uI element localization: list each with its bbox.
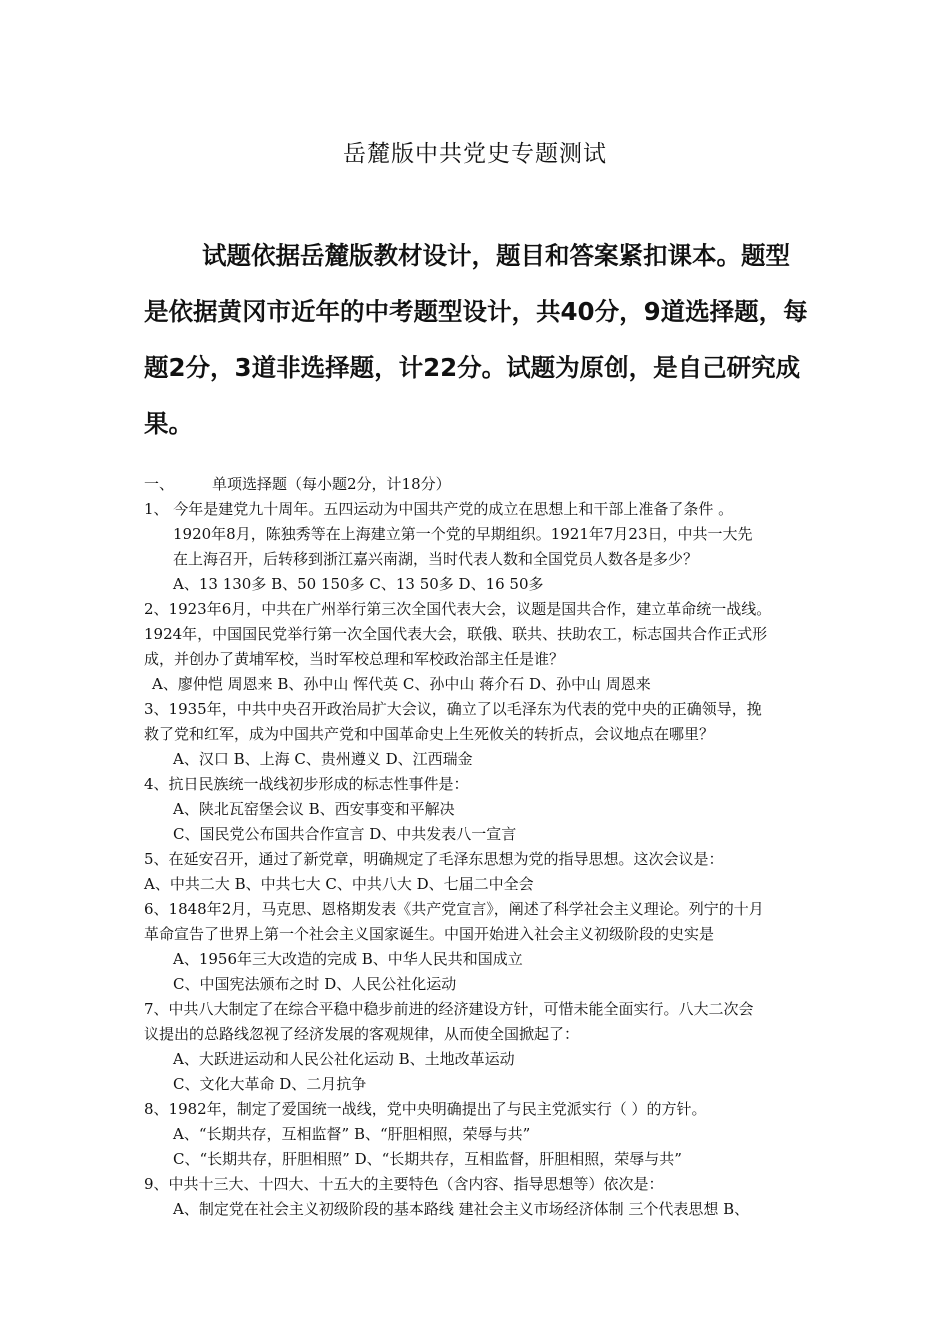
question-4-line-1: 4、抗日民族统一战线初步形成的标志性事件是： [144, 775, 469, 793]
question-6-options-2: C、中国宪法颁布之时 D、人民公社化运动 [173, 975, 457, 993]
question-3-options: A、汉口 B、上海 C、贵州遵义 D、江西瑞金 [173, 750, 473, 768]
question-6-line-1: 6、1848年2月，马克思、恩格期发表《共产党宣言》，阐述了科学社会主义理论。列宁的十月 [144, 900, 764, 918]
question-1-line-2: 1920年8月，陈独秀等在上海建立第一个党的早期组织。1921年7月23日，中共一大先 [173, 525, 753, 543]
intro-text: 试题依据岳麓版教材设计，题目和答案紧扣课本。题型是依据黄冈市近年的中考题型设计，共40分，9道选择题，每题2分，3道非选择题，计22分。试题为原创，是自己研究成果。 [144, 241, 808, 438]
question-body [144, 472, 824, 1222]
question-5-line-1: 5、在延安召开，通过了新党章，明确规定了毛泽东思想为党的指导思想。这次会议是： [144, 850, 724, 868]
question-4-options-2: C、国民党公布国共合作宣言 D、中共发表八一宣言 [173, 825, 517, 843]
question-4-options-1: A、陕北瓦窑堡会议 B、西安事变和平解决 [173, 800, 455, 818]
intro-paragraph [144, 228, 814, 452]
question-2-options: A、廖仲恺 周恩来 B、孙中山 恽代英 C、孙中山 蒋介石 D、孙中山 周恩来 [152, 675, 651, 693]
question-2-line-3: 成，并创办了黄埔军校，当时军校总理和军校政治部主任是谁？ [144, 650, 565, 668]
question-7-options-1: A、大跃进运动和人民公社化运动 B、土地改革运动 [173, 1050, 515, 1068]
question-7-line-2: 议提出的总路线忽视了经济发展的客观规律，从而使全国掀起了： [144, 1025, 580, 1043]
page-title: 岳麓版中共党史专题测试 [343, 141, 607, 167]
question-7-options-2: C、文化大革命 D、二月抗争 [173, 1075, 367, 1093]
question-1-line-1: 1、 今年是建党九十周年。五四运动为中国共产党的成立在思想上和干部上准备了条件 。 [144, 500, 734, 518]
question-3-line-2: 救了党和红军，成为中国共产党和中国革命史上生死攸关的转折点，会议地点在哪里？ [144, 725, 715, 743]
section-number: 一、 [144, 475, 175, 493]
question-3-line-1: 3、1935年，中共中央召开政治局扩大会议，确立了以毛泽东为代表的党中央的正确领导，挽 [144, 700, 762, 718]
question-8-options-2: C、“长期共存，肝胆相照” D、“长期共存，互相监督，肝胆相照，荣辱与共” [173, 1150, 682, 1168]
question-1-options: A、13 130多 B、50 150多 C、13 50多 D、16 50多 [173, 575, 544, 593]
question-6-line-2: 革命宣告了世界上第一个社会主义国家诞生。中国开始进入社会主义初级阶段的史实是 [144, 925, 715, 943]
question-2-line-2: 1924年，中国国民党举行第一次全国代表大会，联俄、联共、扶助农工，标志国共合作正式形 [144, 625, 768, 643]
question-5-options: A、中共二大 B、中共七大 C、中共八大 D、七届二中全会 [144, 875, 534, 893]
section-heading [144, 472, 824, 497]
question-7-line-1: 7、中共八大制定了在综合平稳中稳步前进的经济建设方针，可惜未能全面实行。八大二次会 [144, 1000, 754, 1018]
question-2-line-1: 2、1923年6月，中共在广州举行第三次全国代表大会，议题是国共合作，建立革命统一战线。 [144, 600, 772, 618]
question-9-line-1: 9、中共十三大、十四大、十五大的主要特色（含内容、指导思想等）依次是： [144, 1175, 664, 1193]
question-8-line-1: 8、1982年，制定了爱国统一战线，党中央明确提出了与民主党派实行（ ）的方针。 [144, 1100, 707, 1118]
section-heading-text: 单项选择题（每小题2分，计18分） [212, 475, 451, 493]
question-6-options-1: A、1956年三大改造的完成 B、中华人民共和国成立 [173, 950, 523, 968]
question-9-options-1: A、制定党在社会主义初级阶段的基本路线 建社会主义市场经济体制 三个代表思想 B、 [173, 1200, 750, 1218]
question-8-options-1: A、“长期共存，互相监督” B、“肝胆相照，荣辱与共” [173, 1125, 531, 1143]
question-1-line-3: 在上海召开，后转移到浙江嘉兴南湖，当时代表人数和全国党员人数各是多少？ [173, 550, 699, 568]
